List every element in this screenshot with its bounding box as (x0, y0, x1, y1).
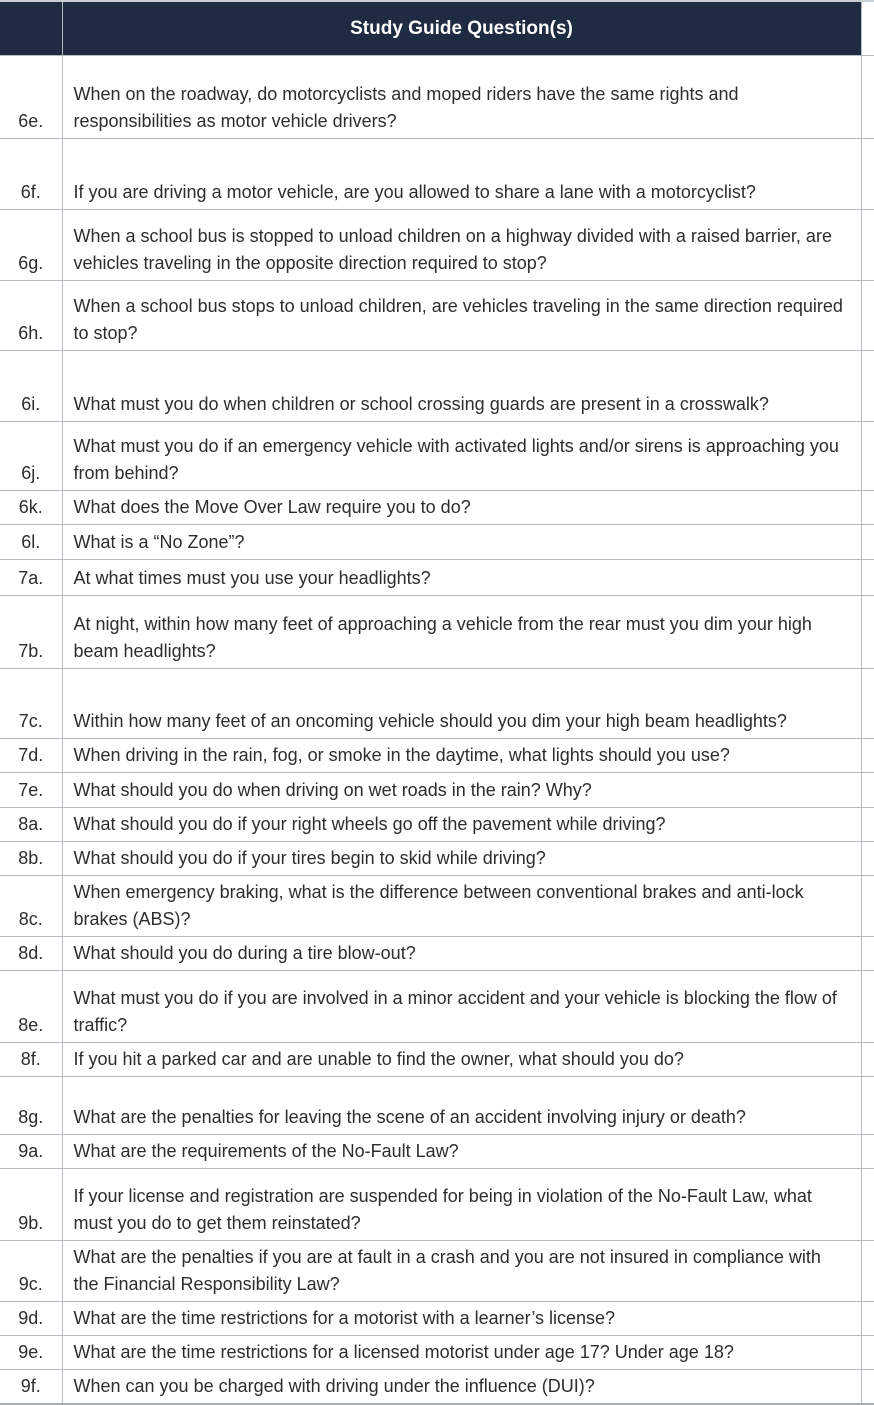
cutoff-column-cell (861, 876, 874, 937)
question-text: When can you be charged with driving under the influence (DUI)? (62, 1370, 861, 1405)
question-text: What are the time restrictions for a licensed motorist under age 17? Under age 18? (62, 1336, 861, 1370)
question-number: 8d. (0, 937, 62, 971)
table-row (0, 1169, 874, 1241)
question-text: What should you do if your tires begin to skid while driving? (62, 842, 861, 876)
table-row (0, 773, 874, 808)
cutoff-column-cell (861, 1135, 874, 1169)
cutoff-column-cell (861, 351, 874, 422)
question-text: What are the requirements of the No-Fault Law? (62, 1135, 861, 1169)
question-text: When a school bus stops to unload children, are vehicles traveling in the same direction required to stop? (62, 281, 861, 351)
cutoff-column-header (861, 1, 874, 56)
question-number: 8g. (0, 1077, 62, 1135)
question-number: 8c. (0, 876, 62, 937)
cutoff-column-cell (861, 596, 874, 669)
question-number: 9c. (0, 1241, 62, 1302)
cutoff-column-cell (861, 773, 874, 808)
question-text: At night, within how many feet of approaching a vehicle from the rear must you dim your high beam headlights? (62, 596, 861, 669)
question-number: 8b. (0, 842, 62, 876)
table-row (0, 491, 874, 525)
question-text: What must you do if you are involved in a minor accident and your vehicle is blocking the flow of traffic? (62, 971, 861, 1043)
question-text: What should you do when driving on wet roads in the rain? Why? (62, 773, 861, 808)
table-row (0, 56, 874, 139)
question-number: 6f. (0, 139, 62, 210)
question-number: 6g. (0, 210, 62, 281)
question-text: What should you do if your right wheels go off the pavement while driving? (62, 808, 861, 842)
cutoff-column-cell (861, 1043, 874, 1077)
table-header (0, 1, 874, 56)
cutoff-column-cell (861, 56, 874, 139)
question-number: 6k. (0, 491, 62, 525)
question-number: 9a. (0, 1135, 62, 1169)
question-text: What are the penalties if you are at fault in a crash and you are not insured in compliance with the Financial Responsibility Law? (62, 1241, 861, 1302)
header-row (0, 1, 874, 56)
question-number: 7d. (0, 739, 62, 773)
question-text: When a school bus is stopped to unload children on a highway divided with a raised barrier, are vehicles traveling in the opposite direction required to stop? (62, 210, 861, 281)
table-row (0, 937, 874, 971)
table-row (0, 596, 874, 669)
cutoff-column-cell (861, 1370, 874, 1405)
cutoff-column-cell (861, 560, 874, 596)
question-number: 6h. (0, 281, 62, 351)
cutoff-column-cell (861, 739, 874, 773)
question-text: What does the Move Over Law require you to do? (62, 491, 861, 525)
cutoff-column-cell (861, 491, 874, 525)
cutoff-column-cell (861, 139, 874, 210)
question-text: If your license and registration are suspended for being in violation of the No-Fault Law, what must you do to get them reinstated? (62, 1169, 861, 1241)
table-row (0, 1370, 874, 1405)
question-number: 8e. (0, 971, 62, 1043)
question-text: What are the time restrictions for a motorist with a learner’s license? (62, 1302, 861, 1336)
cutoff-column-cell (861, 1077, 874, 1135)
question-text: If you hit a parked car and are unable to find the owner, what should you do? (62, 1043, 861, 1077)
question-number: 7a. (0, 560, 62, 596)
question-number: 8f. (0, 1043, 62, 1077)
table-row (0, 351, 874, 422)
table-row (0, 739, 874, 773)
table-title: Study Guide Question(s) (62, 1, 861, 56)
cutoff-column-cell (861, 1241, 874, 1302)
question-text: What must you do when children or school crossing guards are present in a crosswalk? (62, 351, 861, 422)
question-text: When driving in the rain, fog, or smoke in the daytime, what lights should you use? (62, 739, 861, 773)
cutoff-column-cell (861, 971, 874, 1043)
question-table-body (0, 56, 874, 1405)
question-text: What must you do if an emergency vehicle with activated lights and/or sirens is approaching you from behind? (62, 422, 861, 491)
cutoff-column-cell (861, 525, 874, 560)
question-text: What is a “No Zone”? (62, 525, 861, 560)
question-text: What are the penalties for leaving the scene of an accident involving injury or death? (62, 1077, 861, 1135)
question-text: When on the roadway, do motorcyclists and moped riders have the same rights and responsibilities as motor vehicle drivers? (62, 56, 861, 139)
table-row (0, 1302, 874, 1336)
table-row (0, 1077, 874, 1135)
cutoff-column-cell (861, 842, 874, 876)
cutoff-column-cell (861, 669, 874, 739)
question-text: Within how many feet of an oncoming vehicle should you dim your high beam headlights? (62, 669, 861, 739)
question-text: At what times must you use your headlights? (62, 560, 861, 596)
question-number: 9d. (0, 1302, 62, 1336)
cutoff-column-cell (861, 1336, 874, 1370)
table-row (0, 560, 874, 596)
question-number: 6i. (0, 351, 62, 422)
cutoff-column-cell (861, 1302, 874, 1336)
question-number: 7b. (0, 596, 62, 669)
question-text: If you are driving a motor vehicle, are you allowed to share a lane with a motorcyclist? (62, 139, 861, 210)
table-row (0, 1336, 874, 1370)
table-row (0, 808, 874, 842)
table-row (0, 971, 874, 1043)
table-row (0, 1043, 874, 1077)
cutoff-column-cell (861, 422, 874, 491)
table-row (0, 281, 874, 351)
table-row (0, 422, 874, 491)
cutoff-column-cell (861, 210, 874, 281)
table-row (0, 139, 874, 210)
table-row (0, 669, 874, 739)
number-column-header (0, 1, 62, 56)
question-number: 9f. (0, 1370, 62, 1405)
question-text: When emergency braking, what is the difference between conventional brakes and anti-lock brakes (ABS)? (62, 876, 861, 937)
cutoff-column-cell (861, 1169, 874, 1241)
question-text: What should you do during a tire blow-out? (62, 937, 861, 971)
table-row (0, 210, 874, 281)
table-row (0, 876, 874, 937)
question-number: 6j. (0, 422, 62, 491)
cutoff-column-cell (861, 281, 874, 351)
question-number: 7e. (0, 773, 62, 808)
table-row (0, 525, 874, 560)
question-number: 8a. (0, 808, 62, 842)
question-number: 6l. (0, 525, 62, 560)
cutoff-column-cell (861, 937, 874, 971)
table-row (0, 842, 874, 876)
question-number: 9e. (0, 1336, 62, 1370)
question-number: 9b. (0, 1169, 62, 1241)
question-number: 6e. (0, 56, 62, 139)
table-row (0, 1135, 874, 1169)
cutoff-column-cell (861, 808, 874, 842)
table-row (0, 1241, 874, 1302)
question-number: 7c. (0, 669, 62, 739)
